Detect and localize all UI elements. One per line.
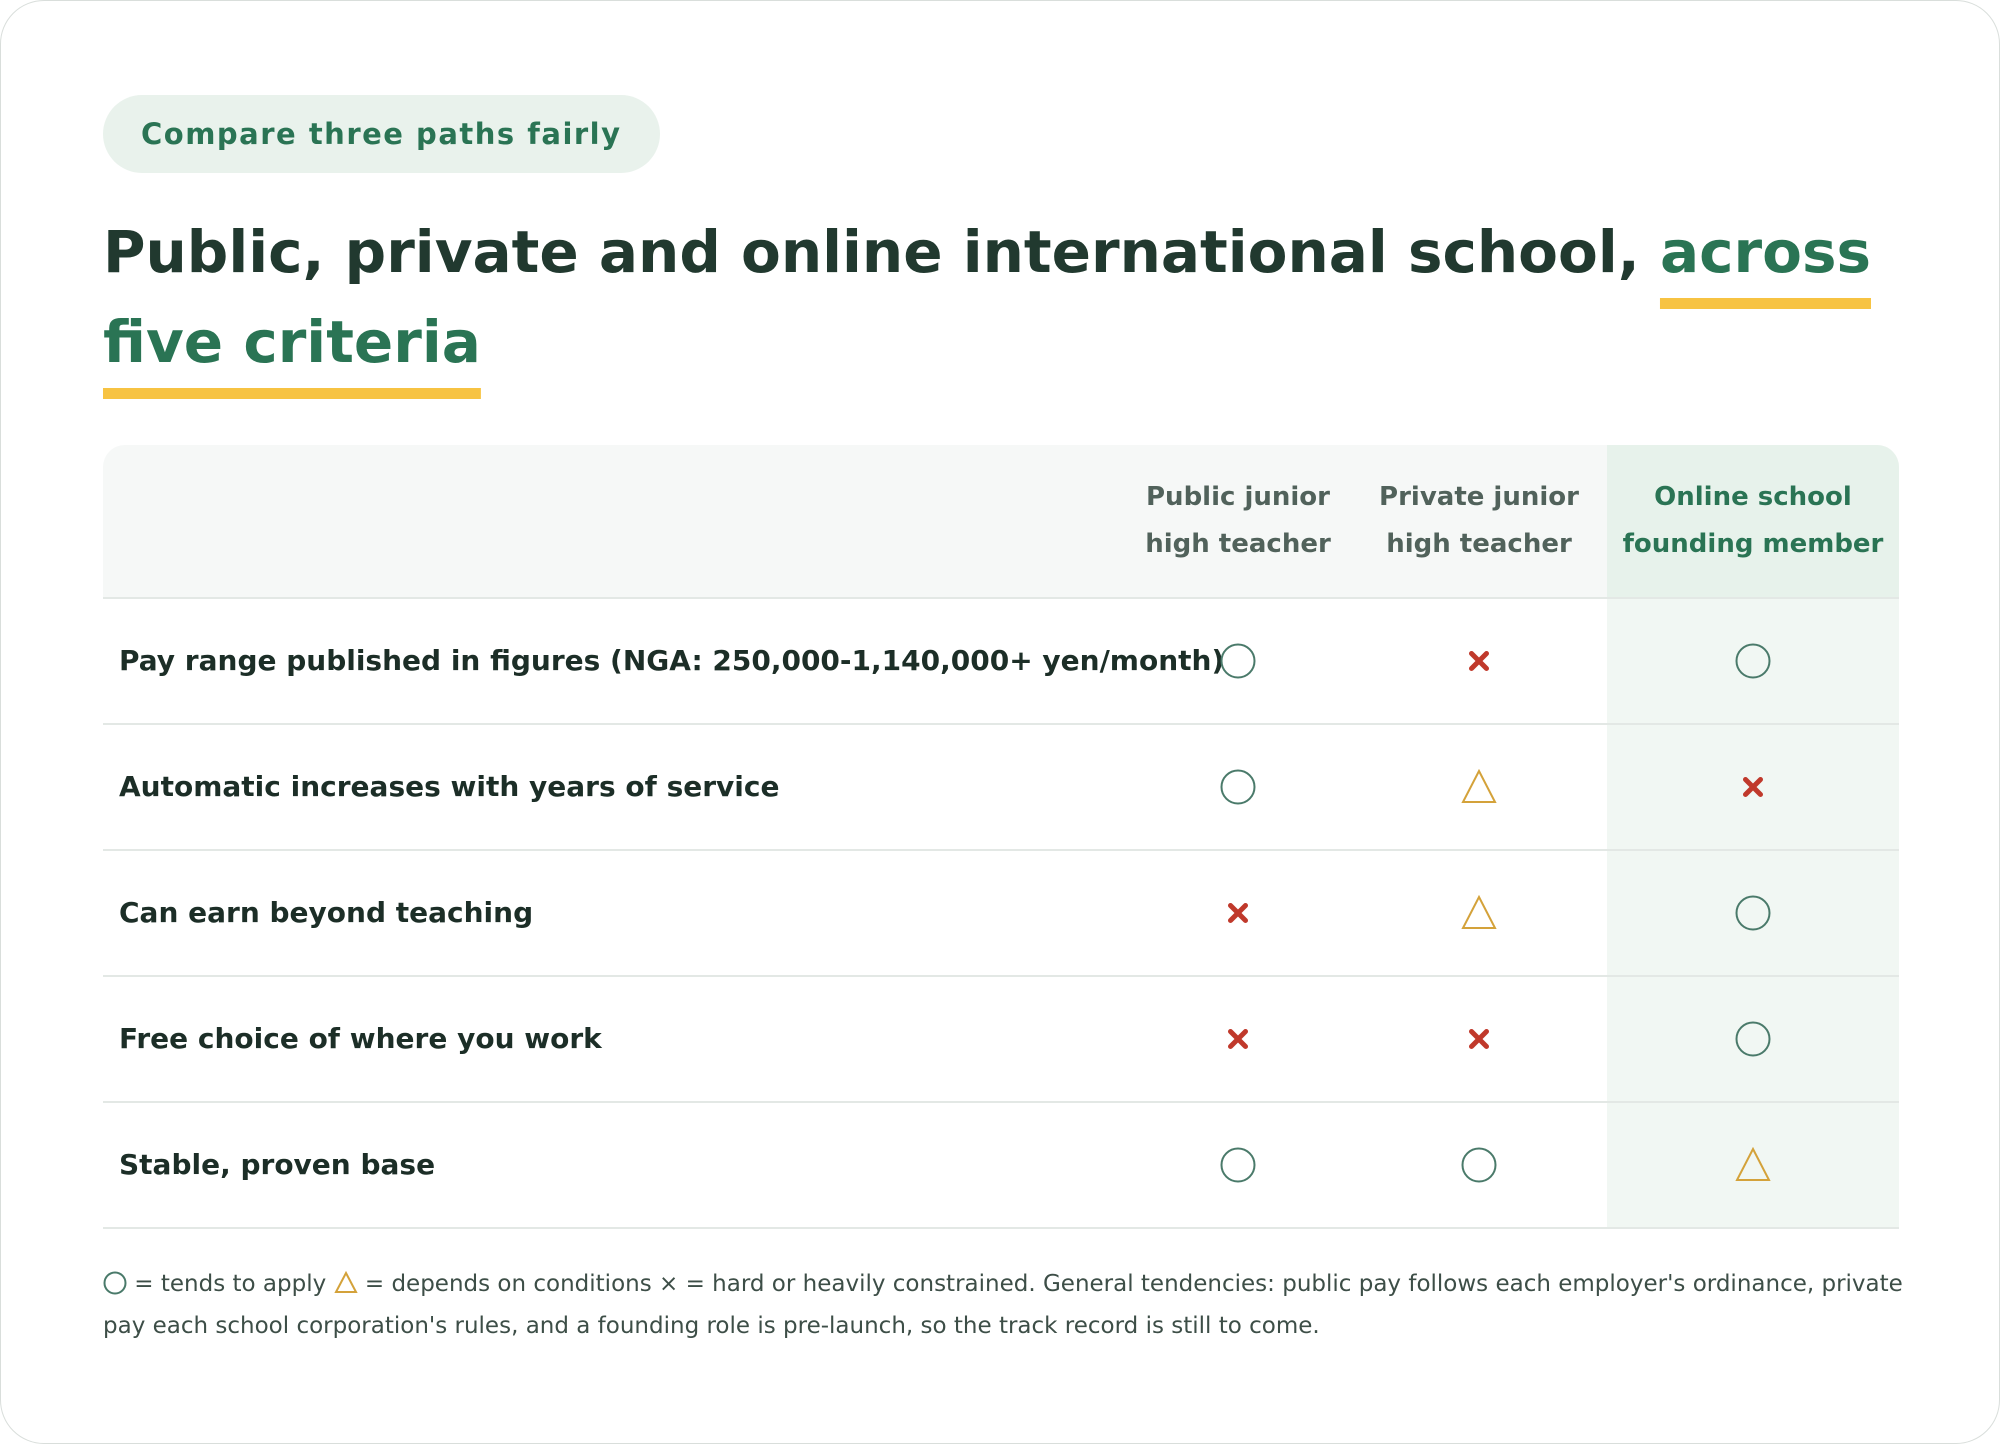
table-row bbox=[103, 977, 1899, 1103]
legend-footnote: = tends to apply = depends on conditions × = hard or heavily constrained. General tendencies: public pay follows each employer's ordinance, private pay each school corporation's rules, and a founding role is pre-launch, so the track record is still to come. bbox=[103, 1271, 1903, 1339]
circle-mark-icon bbox=[1607, 977, 1899, 1101]
legend-triangle-icon bbox=[334, 1271, 358, 1297]
criterion-label: Stable, proven base bbox=[119, 1148, 436, 1181]
column-header-online: Online school founding member bbox=[1607, 445, 1899, 597]
circle-mark-icon bbox=[1361, 1103, 1597, 1227]
circle-mark-icon bbox=[1123, 1103, 1353, 1227]
comparison-table bbox=[103, 445, 1899, 1229]
circle-mark-icon bbox=[1607, 599, 1899, 723]
circle-mark-icon bbox=[1123, 725, 1353, 849]
table-header bbox=[103, 445, 1899, 599]
table-row bbox=[103, 725, 1899, 851]
title-main: Public, private and online international school, bbox=[103, 218, 1660, 286]
page-title bbox=[103, 207, 1923, 387]
circle-mark-icon bbox=[1607, 851, 1899, 975]
cross-mark-icon bbox=[1361, 977, 1597, 1101]
cross-mark-icon bbox=[1361, 599, 1597, 723]
column-header-public: Public junior high teacher bbox=[1145, 482, 1331, 559]
criterion-label: Free choice of where you work bbox=[119, 1022, 602, 1055]
cross-mark-icon bbox=[1607, 725, 1899, 849]
triangle-mark-icon bbox=[1361, 851, 1597, 975]
column-header-private: Private junior high teacher bbox=[1379, 482, 1579, 559]
criterion-label: Pay range published in figures (NGA: 250,000-1,140,000+ yen/month) bbox=[119, 644, 1225, 677]
cross-mark-icon bbox=[1123, 977, 1353, 1101]
eyebrow-badge: Compare three paths fairly bbox=[103, 95, 660, 173]
table-row bbox=[103, 851, 1899, 977]
cross-mark-icon bbox=[1123, 851, 1353, 975]
circle-mark-icon bbox=[1123, 599, 1353, 723]
legend-circle-icon bbox=[103, 1271, 127, 1297]
table-row bbox=[103, 599, 1899, 725]
triangle-mark-icon bbox=[1607, 1103, 1899, 1227]
triangle-mark-icon bbox=[1361, 725, 1597, 849]
title-accent: across five criteria bbox=[103, 218, 1871, 376]
criterion-label: Can earn beyond teaching bbox=[119, 896, 534, 929]
criterion-label: Automatic increases with years of service bbox=[119, 770, 780, 803]
table-row bbox=[103, 1103, 1899, 1229]
